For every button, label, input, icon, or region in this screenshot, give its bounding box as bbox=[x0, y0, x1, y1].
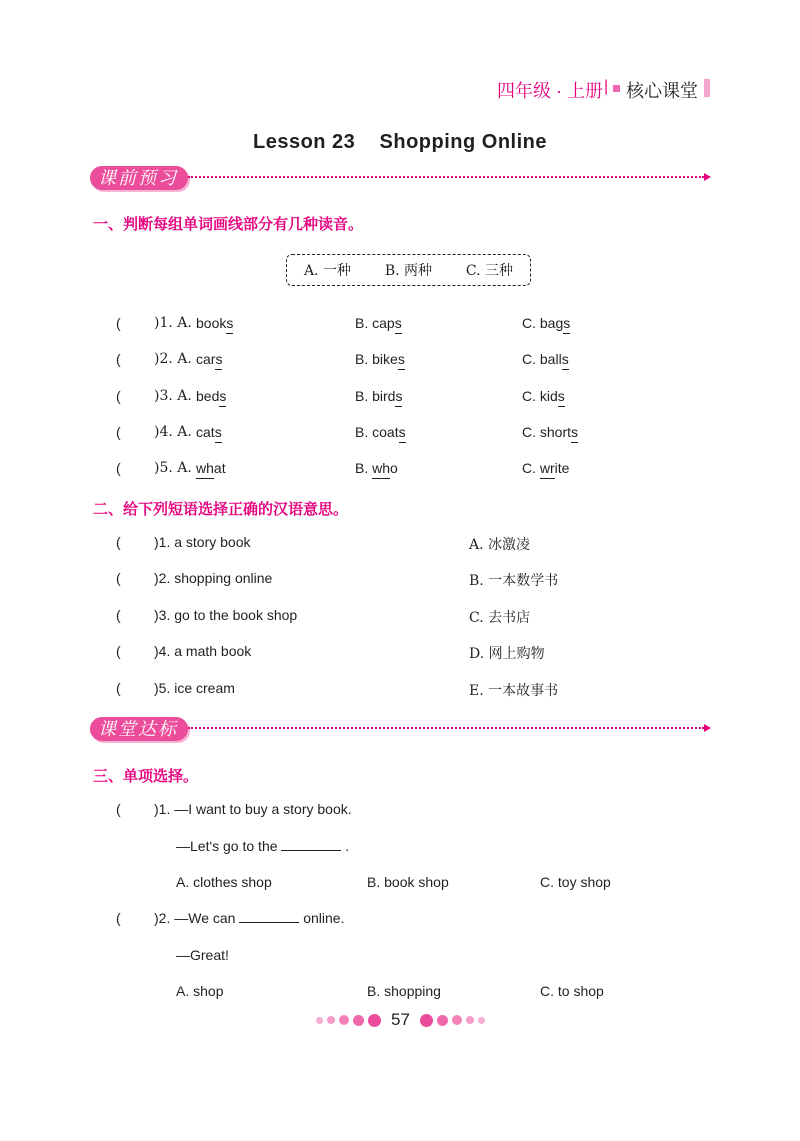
choice-c bbox=[522, 351, 569, 367]
choice-text: bed bbox=[196, 388, 220, 404]
underlined-letters: s bbox=[557, 388, 565, 404]
choice-c: C. to shop bbox=[540, 983, 604, 999]
phrase-item: )2. shopping online bbox=[154, 570, 273, 586]
underlined-letters: wr bbox=[539, 460, 555, 476]
choice-c: C. toy shop bbox=[540, 874, 611, 890]
question-text: . bbox=[345, 838, 350, 854]
answer-paren: ( bbox=[116, 460, 121, 476]
meaning-option: A. 冰激凌 bbox=[469, 537, 531, 553]
answer-paren: ( bbox=[116, 315, 121, 331]
dotted-divider bbox=[188, 176, 704, 178]
choice-text: B. bike bbox=[355, 351, 398, 367]
dot-icon bbox=[437, 1015, 448, 1026]
underlined-letters: s bbox=[219, 388, 227, 404]
choice-a: A. clothes shop bbox=[176, 874, 272, 890]
underlined-letters: s bbox=[561, 351, 569, 367]
option-c: C. 三种 bbox=[465, 263, 514, 279]
choice-b bbox=[355, 460, 398, 476]
choice-c bbox=[522, 388, 565, 404]
choice-b bbox=[355, 315, 402, 331]
underlined-letters: s bbox=[394, 315, 402, 331]
arrow-right-icon bbox=[704, 724, 711, 732]
choice-text: C. bag bbox=[522, 315, 564, 331]
choice-b bbox=[355, 424, 406, 440]
header-square-icon bbox=[613, 85, 620, 92]
preview-badge: 课前预习 bbox=[90, 166, 188, 190]
dot-icon bbox=[466, 1016, 474, 1024]
choice-text: o bbox=[390, 460, 398, 476]
answer-paren: ( bbox=[116, 910, 121, 926]
answer-paren: ( bbox=[116, 680, 121, 696]
choice-a bbox=[196, 351, 222, 367]
answer-blank bbox=[239, 910, 299, 923]
choice-text: book bbox=[196, 315, 227, 331]
choice-text: at bbox=[213, 460, 226, 476]
choice-b bbox=[355, 388, 402, 404]
underlined-letters: s bbox=[226, 315, 234, 331]
question-number: )3. A. bbox=[154, 388, 192, 404]
choice-text: C. ball bbox=[522, 351, 562, 367]
choice-c bbox=[522, 460, 569, 476]
dot-icon bbox=[368, 1014, 381, 1027]
question-number: )1. A. bbox=[154, 315, 192, 331]
question-line bbox=[154, 910, 344, 926]
underlined-letters: s bbox=[571, 424, 579, 440]
meaning-option: E. 一本故事书 bbox=[469, 683, 559, 699]
choice-a bbox=[196, 460, 226, 476]
topic-label: 核心课堂 bbox=[626, 81, 698, 101]
choice-a: A. shop bbox=[176, 983, 224, 999]
choice-text: B. bird bbox=[355, 388, 396, 404]
choice-a bbox=[196, 424, 222, 440]
page-number: 57 bbox=[391, 1010, 410, 1029]
choice-text: B. bbox=[355, 460, 373, 476]
underlined-letters: s bbox=[215, 351, 223, 367]
arrow-right-icon bbox=[704, 173, 711, 181]
dot-icon bbox=[420, 1014, 433, 1027]
choice-text: B. coat bbox=[355, 424, 399, 440]
underlined-letters: s bbox=[395, 388, 403, 404]
answer-paren: ( bbox=[116, 534, 121, 550]
choice-text: cat bbox=[196, 424, 215, 440]
meaning-option: C. 去书店 bbox=[469, 610, 531, 626]
meaning-option: B. 一本数学书 bbox=[469, 573, 559, 589]
header-bar-decoration bbox=[704, 79, 710, 97]
dot-icon bbox=[452, 1015, 462, 1025]
choice-b bbox=[355, 351, 405, 367]
question-line: —Great! bbox=[176, 947, 229, 963]
underlined-letters: s bbox=[563, 315, 571, 331]
choice-text: C. kid bbox=[522, 388, 558, 404]
dot-icon bbox=[353, 1015, 364, 1026]
phrase-item: )4. a math book bbox=[154, 643, 252, 659]
phrase-item: )1. a story book bbox=[154, 534, 251, 550]
dot-icon bbox=[478, 1017, 485, 1024]
section3-heading: 三、单项选择。 bbox=[93, 768, 199, 785]
choice-text: ite bbox=[554, 460, 570, 476]
underlined-letters: s bbox=[214, 424, 222, 440]
choice-text: C. bbox=[522, 460, 540, 476]
lesson-title: Lesson 23 Shopping Online bbox=[252, 131, 548, 153]
choice-text: C. short bbox=[522, 424, 572, 440]
header-separator: | bbox=[604, 78, 609, 95]
choice-text: B. cap bbox=[355, 315, 395, 331]
question-text: )2. —We can bbox=[154, 910, 236, 926]
answer-paren: ( bbox=[116, 607, 121, 623]
question-number: )4. A. bbox=[154, 424, 192, 440]
answer-paren: ( bbox=[116, 643, 121, 659]
options-box bbox=[286, 254, 531, 286]
underlined-letters: wh bbox=[196, 460, 214, 476]
dot-icon bbox=[327, 1016, 335, 1024]
underlined-letters: wh bbox=[372, 460, 391, 476]
question-number: )2. A. bbox=[154, 351, 192, 367]
phrase-item: )5. ice cream bbox=[154, 680, 235, 696]
dot-icon bbox=[316, 1017, 323, 1024]
question-number: )5. A. bbox=[154, 460, 192, 476]
class-badge: 课堂达标 bbox=[90, 717, 188, 741]
underlined-letters: s bbox=[397, 351, 405, 367]
choice-b: B. shopping bbox=[367, 983, 441, 999]
answer-paren: ( bbox=[116, 388, 121, 404]
question-line bbox=[176, 838, 349, 854]
phrase-item: )3. go to the book shop bbox=[154, 607, 298, 623]
choice-text: car bbox=[196, 351, 216, 367]
option-a: A. 一种 bbox=[303, 263, 351, 279]
choice-c bbox=[522, 424, 578, 440]
question-line: )1. —I want to buy a story book. bbox=[154, 801, 352, 817]
dotted-divider bbox=[188, 727, 704, 729]
question-text: —Let's go to the bbox=[176, 838, 278, 854]
choice-a bbox=[196, 388, 226, 404]
meaning-option: D. 网上购物 bbox=[469, 646, 545, 662]
question-text: online. bbox=[303, 910, 345, 926]
page-footer bbox=[316, 1010, 485, 1030]
grade-label: 四年级 · 上册 bbox=[497, 81, 603, 101]
choice-b: B. book shop bbox=[367, 874, 449, 890]
answer-paren: ( bbox=[116, 351, 121, 367]
answer-paren: ( bbox=[116, 424, 121, 440]
section1-heading: 一、判断每组单词画线部分有几种读音。 bbox=[93, 216, 364, 233]
section2-heading: 二、给下列短语选择正确的汉语意思。 bbox=[93, 501, 349, 518]
underlined-letters: s bbox=[398, 424, 406, 440]
answer-paren: ( bbox=[116, 570, 121, 586]
choice-a bbox=[196, 315, 233, 331]
answer-paren: ( bbox=[116, 801, 121, 817]
option-b: B. 两种 bbox=[384, 263, 433, 279]
answer-blank bbox=[281, 838, 341, 851]
choice-c bbox=[522, 315, 570, 331]
dot-icon bbox=[339, 1015, 349, 1025]
